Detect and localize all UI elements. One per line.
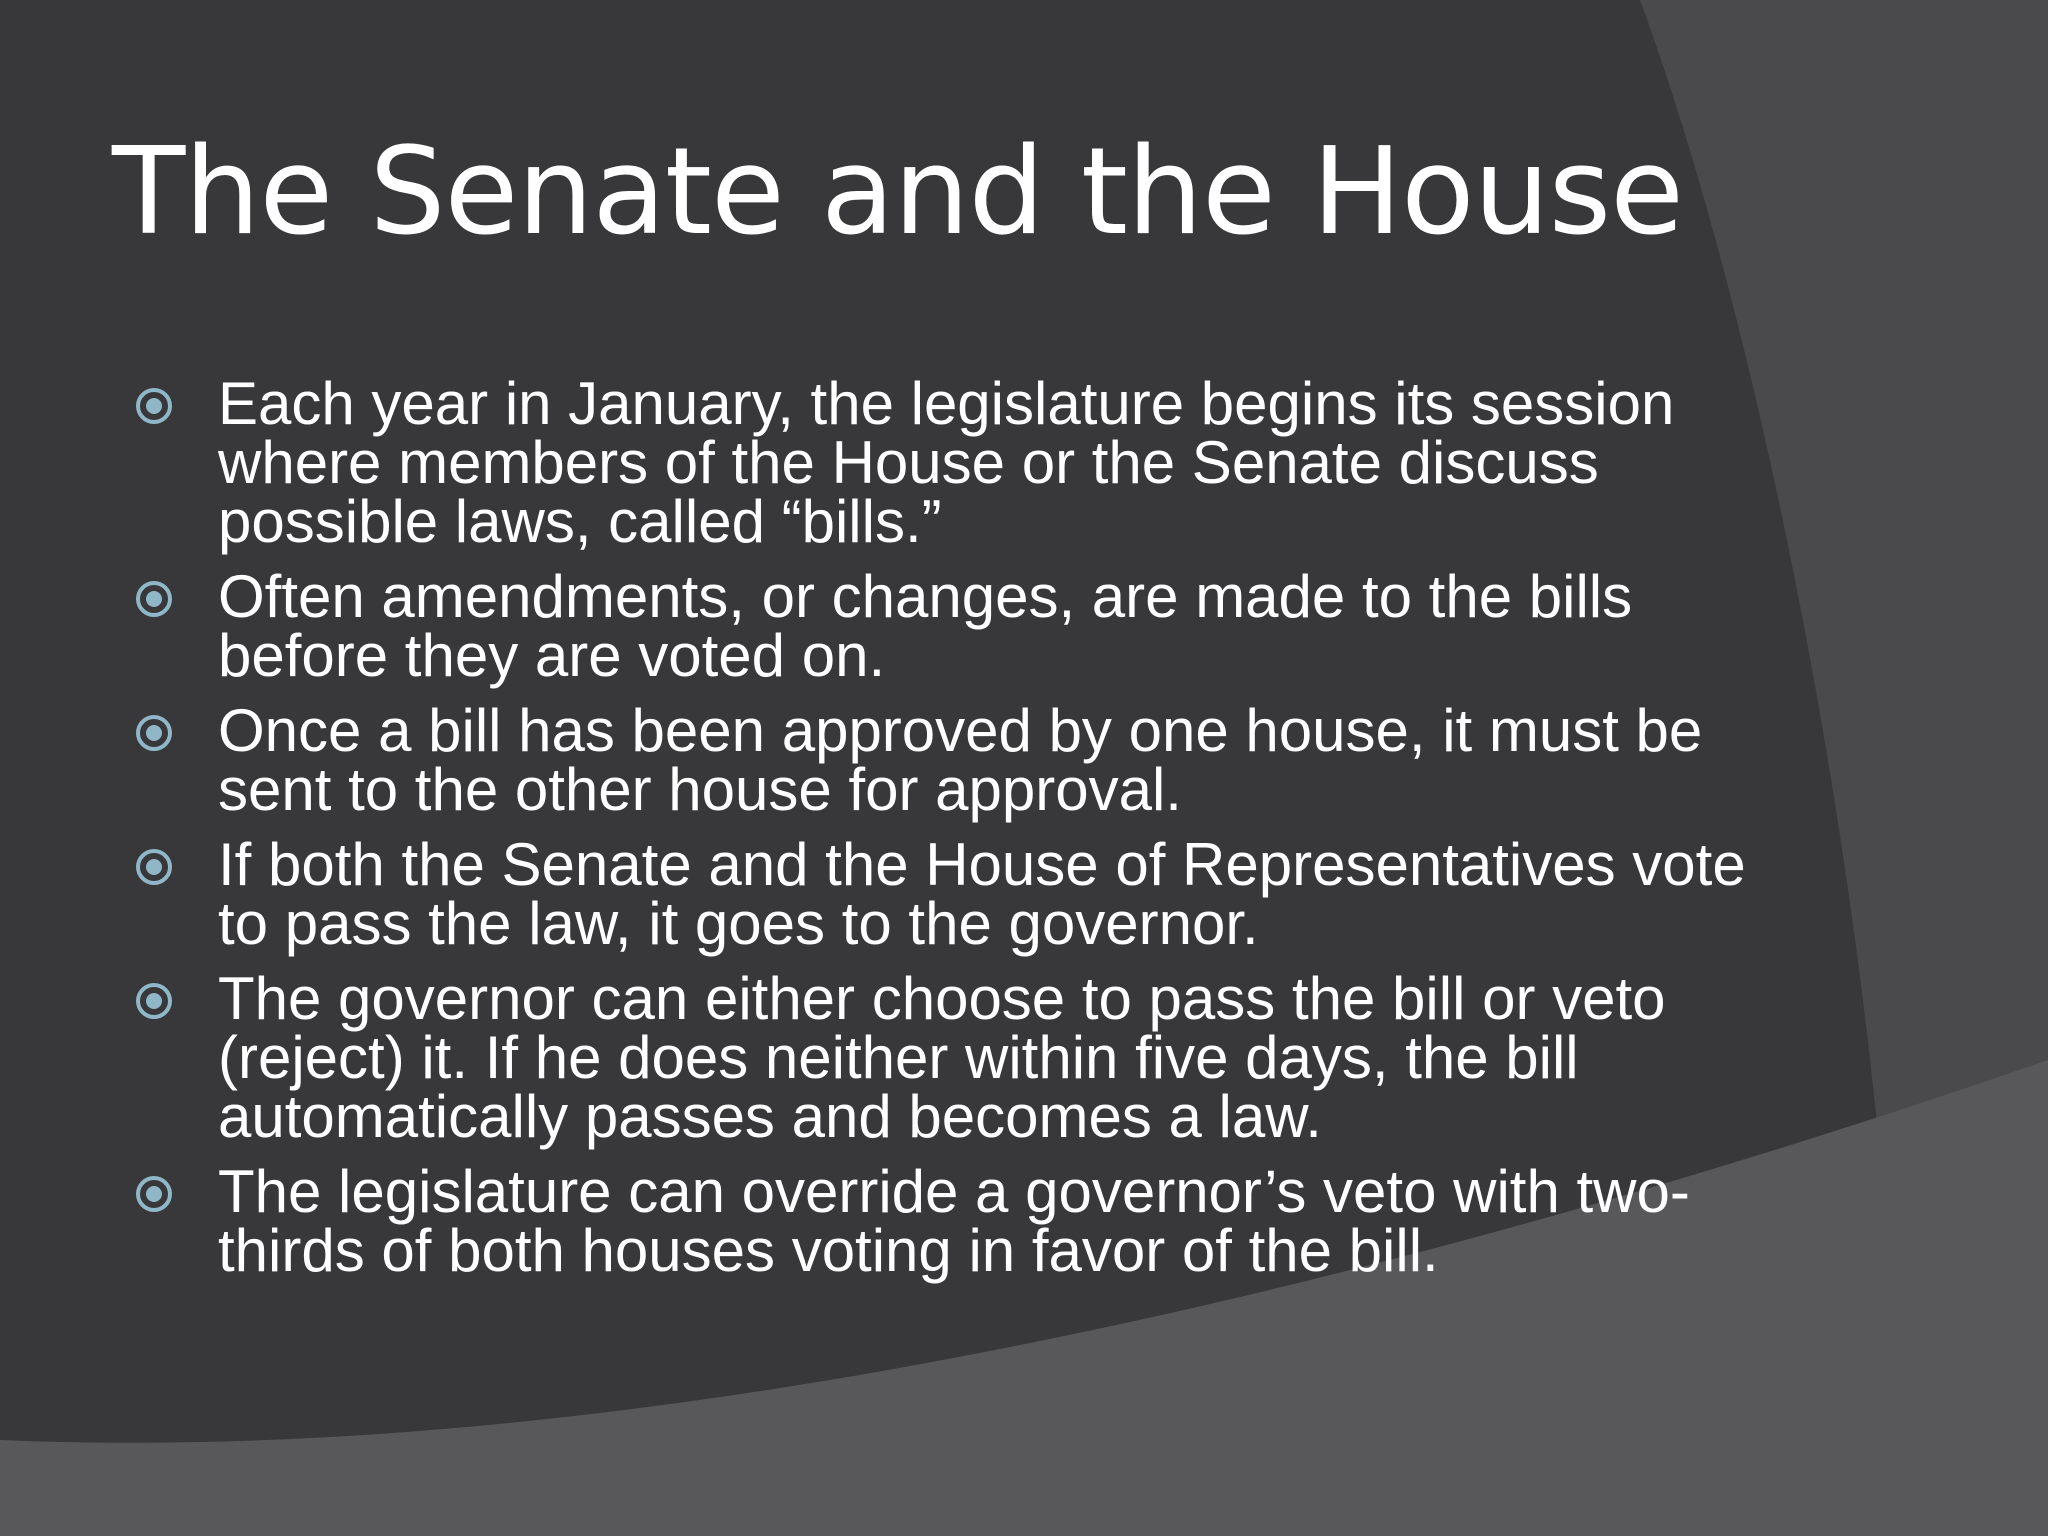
target-bullet-icon [134, 847, 174, 887]
target-bullet-icon [134, 579, 174, 619]
target-bullet-icon [134, 386, 174, 426]
bullet-text: If both the Senate and the House of Representatives vote to pass the law, it goes to the governor. [218, 831, 1746, 957]
bullet-item [0, 370, 1880, 555]
target-bullet-icon [134, 1174, 174, 1214]
bullet-text: The governor can either choose to pass the bill or veto (reject) it. If he does neither within five days, the bill automatically passes and becomes a law. [218, 965, 1666, 1150]
bullet-item [0, 1158, 1880, 1284]
slide-title: The Senate and the House [112, 123, 1683, 262]
bullet-item [0, 697, 1880, 823]
bullet-list [0, 370, 1880, 1296]
bullet-text: Once a bill has been approved by one house, it must be sent to the other house for approval. [218, 697, 1703, 823]
bullet-text: The legislature can override a governor’s veto with two-thirds of both houses voting in favor of the bill. [218, 1158, 1690, 1284]
target-bullet-icon [134, 981, 174, 1021]
bullet-text: Each year in January, the legislature begins its session where members of the House or the Senate discuss possible laws, called “bills.” [218, 370, 1675, 555]
bullet-item [0, 563, 1880, 689]
bullet-text: Often amendments, or changes, are made to the bills before they are voted on. [218, 563, 1633, 689]
bullet-item [0, 965, 1880, 1150]
target-bullet-icon [134, 713, 174, 753]
bullet-item [0, 831, 1880, 957]
